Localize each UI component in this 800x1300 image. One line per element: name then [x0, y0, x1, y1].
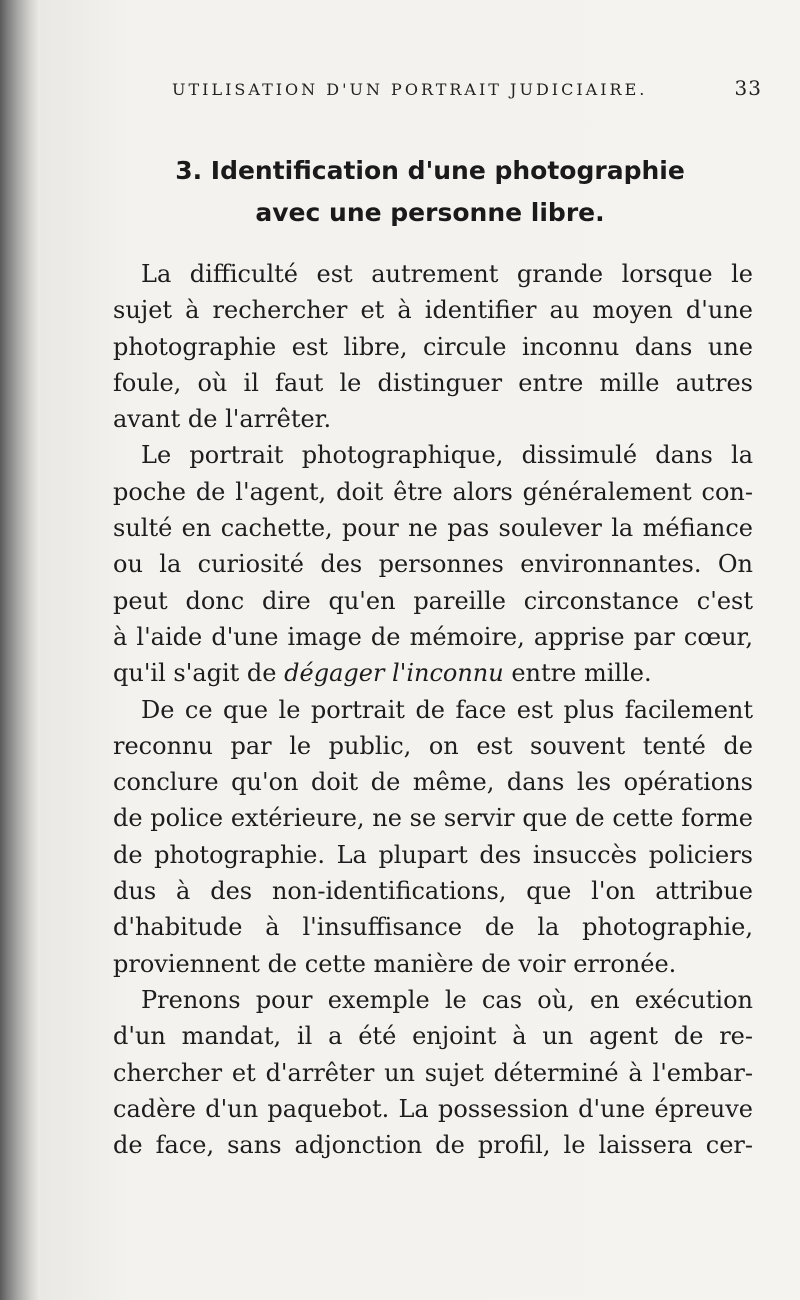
text-line: photographie est libre, circule inconnu dans une	[113, 332, 753, 361]
text-line: De ce que le portrait de face est plus facilement	[141, 695, 753, 724]
text-line: sujet à rechercher et à identifier au moyen d'une	[113, 296, 753, 325]
text-line: de photographie. La plupart des insuccès policiers	[113, 840, 753, 869]
text-segment: entre mille.	[503, 659, 652, 688]
text-line: La difficulté est autrement grande lorsque le	[141, 260, 753, 288]
text-line: cadère d'un paquebot. La possession d'une épreuve	[113, 1094, 753, 1123]
running-head-title: UTILISATION D'UN PORTRAIT JUDICIAIRE.	[172, 80, 648, 99]
text-line: peut donc dire qu'en pareille circonstance c'est	[113, 586, 753, 615]
text-line: de face, sans adjonction de profil, le laissera cer-	[113, 1131, 753, 1160]
text-line: chercher et d'arrêter un sujet déterminé à l'embar-	[113, 1058, 753, 1087]
text-line: poche de l'agent, doit être alors généralement con-	[113, 477, 753, 506]
text-line: Le portrait photographique, dissimulé dans la	[141, 441, 753, 470]
emphasized-phrase: dégager l'inconnu	[284, 659, 504, 688]
section-heading	[150, 150, 710, 234]
book-binding-edge	[0, 0, 40, 1300]
text-line-with-emphasis	[113, 655, 753, 691]
text-line: d'habitude à l'insuffisance de la photographie,	[113, 913, 753, 942]
running-head	[172, 72, 762, 102]
text-line: foule, où il faut le distinguer entre mille autres	[113, 368, 753, 397]
text-line: reconnu par le public, on est souvent tenté de	[113, 731, 753, 760]
page-number: 33	[734, 76, 762, 100]
text-segment: qu'il s'agit de	[113, 659, 285, 688]
text-line: d'un mandat, il a été enjoint à un agent de re-	[113, 1022, 753, 1051]
text-line: proviennent de cette manière de voir erronée.	[113, 949, 677, 978]
text-line: de police extérieure, ne se servir que de cette forme	[113, 804, 753, 833]
section-heading-line-2: avec une personne libre.	[255, 198, 605, 227]
section-heading-line-1: 3. Identification d'une photographie	[175, 156, 685, 185]
text-line: sulté en cachette, pour ne pas soulever la méfiance	[113, 514, 753, 543]
text-line: ou la curiosité des personnes environnantes. On	[113, 550, 753, 579]
text-line: conclure qu'on doit de même, dans les opérations	[113, 768, 753, 797]
text-line: avant de l'arrêter.	[113, 405, 332, 434]
text-line: à l'aide d'une image de mémoire, apprise par cœur,	[113, 622, 753, 651]
text-line: Prenons pour exemple le cas où, en exécution	[141, 985, 753, 1014]
body-text	[113, 256, 753, 1163]
text-line: dus à des non-identifications, que l'on attribue	[113, 877, 753, 906]
